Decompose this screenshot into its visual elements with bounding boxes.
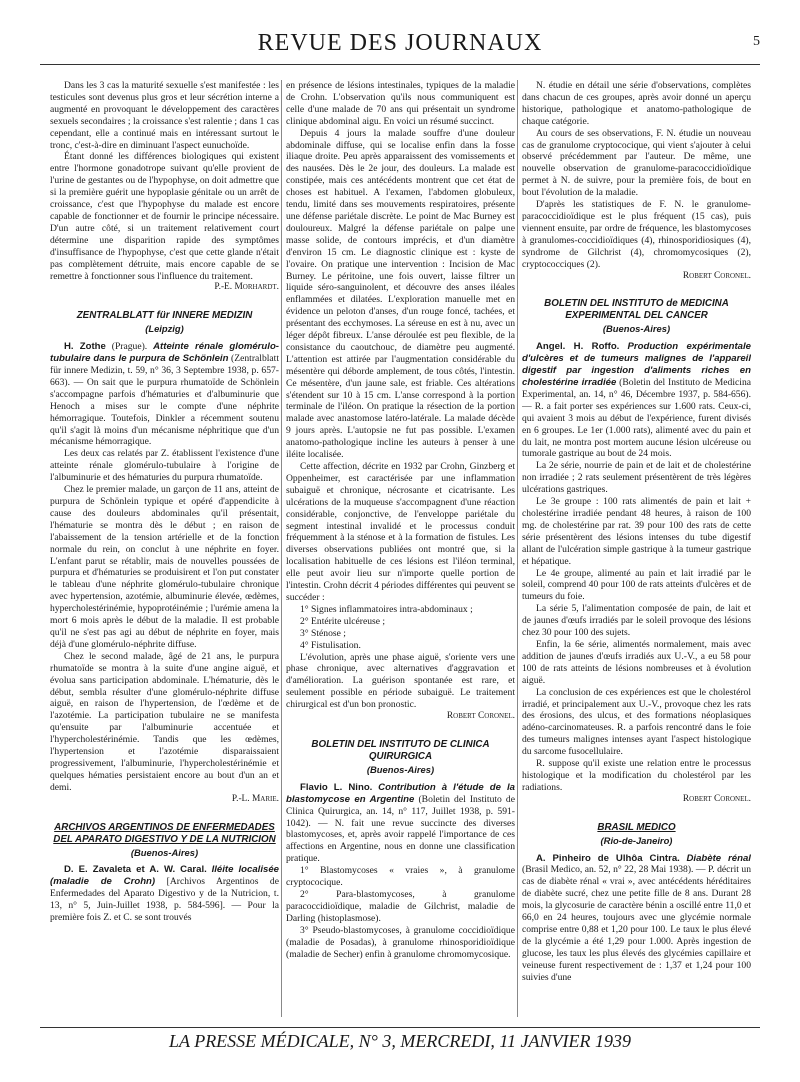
journal-city: (Buenos-Aires) bbox=[366, 763, 435, 775]
paragraph: Chez le premier malade, un garçon de 11 ans, atteint de purpura de Schönlein typique et opéré d'appendicite à cause des douleurs abdominales qu'il présentait, l'hématurie se montra dès le début ; en raison de l'abaissement de la tension artérielle et de la fonction normale du rein, on conclut à une néphrite en foyer. L'enfant parut se rétablir, mais de nouvelles poussées de purpura et d'hématuries se produisirent et l'on put constater le tableau d'une néphrite glomérulo-tubulaire chronique avec hypertension, azotémie, albuminurie élevée, œdèmes, hypercholestérinémie, hypoprotéinémie ; l'urémie amena la mort 6 mois après le début de la maladie. Il est probable qu'il ne s'est pas agi au début de néphrite en foyer, mais déjà d'une glomérulo-néphrite diffuse. bbox=[50, 484, 279, 650]
paragraph: La 2e série, nourrie de pain et de lait et de cholestérine non irradiée ; 2 rats seulement présentèrent de très légères ulcérations gastriques. bbox=[522, 460, 751, 496]
journal-heading: BOLETIN DEL INSTITUTO de MEDICINA EXPERIMENTAL DEL CANCER bbox=[544, 298, 729, 322]
paragraph: Cette affection, décrite en 1932 par Crohn, Ginzberg et Oppenheimer, est caractérisée par une inflammation subaiguë et chronique, nécrosante et cicatrisante. Les ulcérations de la muqueuse s'accompagnent d'une réaction considérable, conjonctive, de l'enveloppe pariétale du segment intestinal invalidé et le processus conduit fréquemment à la sténose et à la formation de fistules. Les diverses observations publiées ont montré que, si la localisation habituelle de ces lésions est l'iléon terminal, elle peut avoir lieu sur n'importe quelle portion de l'intestin. Crohn décrit 4 périodes différentes qui peuvent se succéder : bbox=[286, 461, 515, 603]
article-author: D. E. Zavaleta et A. W. Caral. bbox=[64, 864, 207, 876]
article-author: Flavio L. Nino. bbox=[300, 781, 373, 793]
article-entry bbox=[50, 864, 279, 924]
list-item: 2° Entérite ulcéreuse ; bbox=[300, 615, 386, 627]
header-rule bbox=[40, 64, 760, 65]
journal-heading: BRASIL MEDICO bbox=[597, 821, 676, 833]
journal-city: (Leipzig) bbox=[145, 323, 184, 335]
article-title: Atteinte rénale glomérulo-tubulaire dans le purpura de Schönlein bbox=[50, 341, 279, 365]
paragraph: L'évolution, après une phase aiguë, s'oriente vers une phase chronique, avec alternatives d'aggravation et d'amélioration. La guérison spontanée est rare, et seulement possible en période subaiguë. Le traitement chirurgical est d'un bon pronostic. bbox=[286, 651, 515, 711]
paragraph: Le 4e groupe, alimenté au pain et lait irradié par le soleil, comprend 40 pour 100 de rats atteints d'ulcères et de tumeurs du foie. bbox=[522, 567, 751, 603]
author-signature: P.-E. Morhardt. bbox=[214, 282, 279, 293]
author-signature: P.-L. Marie. bbox=[231, 793, 279, 804]
article-author: A. Pinheiro de Ulhôa Cintra. bbox=[536, 852, 680, 864]
journal-city: (Buenos-Aires) bbox=[130, 846, 199, 858]
article-entry bbox=[522, 853, 751, 984]
list-item: 4° Fistulisation. bbox=[300, 639, 361, 651]
list-item: 3° Sténose ; bbox=[300, 627, 346, 639]
author-signature: Robert Coronel. bbox=[682, 793, 751, 804]
column-divider bbox=[281, 80, 282, 1017]
paragraph: N. étudie en détail une série d'observations, complètes dans chacun de ces groupes, après avoir donné un aperçu historique, pathologique et anatomo-pathologique de chaque catégorie. bbox=[522, 80, 751, 127]
article-title: Iléite localisée (maladie de Crohn) bbox=[50, 864, 279, 888]
paragraph: D'après les statistiques de F. N. le granulome-paracoccidioïdique est le plus fréquent (15 cas), puis viennent ensuite, par ordre de fréquence, les blastomycoses à granulomes-coccidioïdiques (4), rhinosporidiosiques (4), syndrome de Gilchrist (4), chromomycosiques (2), cryptococciques (2). bbox=[522, 199, 751, 270]
paragraph: Le 3e groupe : 100 rats alimentés de pain et lait + cholestérine irradiée pendant 48 heures, à raison de 100 mg. de cholestérine par rat. 39 pour 100 des rats de cette série présentèrent des lésions intenses du tube digestif allant de l'ulcération simple gastrique à la tumeur gastrique et hépatique. bbox=[522, 496, 751, 567]
paragraph: Au cours de ses observations, F. N. étudie un nouveau cas de granulome cryptococique, qui vient s'ajouter à celui observé précédemment par l'auteur. De même, une nouvelle observation de granulome-paracoccidioïdique permet à N. de suivre, pour la première fois, de bout en bout l'évolution de la maladie. bbox=[522, 127, 751, 199]
article-reference: (Zentralblatt für innere Medizin, t. 59, n° 36, 3 Septembre 1938, p. 657-663). — On sait que le purpura rhumatoïde de Schönlein s'accompagne parfois d'hématuries et d'albuminurie que Henoch a mises sur le compte d'une néphrite hémorragique. Toutefois, Dinkler a récemment soutenu qu'il s'agit là moins d'un mécanisme néphritique que d'un mécanisme hémorragique. bbox=[50, 353, 279, 448]
footer-masthead: LA PRESSE MÉDICALE, N° 3, MERCREDI, 11 JANVIER 1939 bbox=[169, 1031, 631, 1051]
column-divider bbox=[517, 80, 518, 1017]
article-reference: [Archivos Argentinos de Enfermedades del Aparato Digestivo y de la Nutricion, t. 13, n° 5, Juin-Juillet 1938, p. 584-596]. — Pour la première fois Z. et C. se sont trouvés bbox=[50, 876, 279, 924]
paragraph: La conclusion de ces expériences est que le cholestérol irradié, et principalement aux U.-V., provoque chez les rats des érosions, des ulcus, et des formations néoplasiques adéno-carcinomateuses. R. a parfois rencontré dans le foie des tumeurs malignes intenses ayant l'aspect histologique du sarcome fusocellulaire. bbox=[522, 686, 751, 758]
author-signature: Robert Coronel. bbox=[446, 711, 515, 722]
author-signature: Robert Coronel. bbox=[682, 270, 751, 281]
list-item: 2° Para-blastomycoses, à granulome paracoccidioïdique, maladie de Gilchrist, maladie de Darling (histoplasmose). bbox=[286, 889, 515, 924]
article-entry bbox=[286, 782, 515, 865]
article-title: Production expérimentale d'ulcères et de tumeurs malignes de l'appareil digestif par ingestion d'aliments riches en cholestérine irradiée bbox=[522, 341, 751, 389]
paragraph: Les deux cas relatés par Z. établissent l'existence d'une atteinte rénale glomérulo-tubulaire à l'origine de l'albuminurie et des hématuries du purpura rhumatoïde. bbox=[50, 448, 279, 484]
column-right bbox=[522, 80, 751, 1017]
journal-heading: ZENTRALBLATT für INNERE MEDIZIN bbox=[76, 310, 253, 322]
journal-heading: BOLETIN DEL INSTITUTO DE CLINICA QUIRURGICA bbox=[311, 738, 490, 762]
list-item: 3° Pseudo-blastomycoses, à granulome coccidioïdique (maladie de Posadas), à granulome rhinosporidioïdique (maladie de Secher) enfin à granulome chromomycosique. bbox=[286, 924, 515, 960]
article-author: Angel. H. Roffo. bbox=[536, 341, 620, 353]
journal-heading: ARCHIVOS ARGENTINOS DE ENFERMEDADES DEL APARATO DIGESTIVO Y DE LA NUTRICION bbox=[53, 821, 276, 845]
paragraph: Étant donné les différences biologiques qui existent entre l'hormone gonadotrope suivant qu'elle provient de l'urine de gestantes ou de l'hypophyse, on doit admettre que si la première guérit une hypoplasie génitale ou un arrêt de croissance, c'est que l'hypophyse du malade est encore capable de fonctionner et de fournir le principe nécessaire. D'un autre côté, si un traitement relativement court détermine une disparition rapide des symptômes d'insuffisance de l'hypophyse, c'est que cette glande n'était pas complètement détruite, mais encore capable de se remettre à fonctionner sous l'influence du traitement. bbox=[50, 151, 279, 282]
column-middle bbox=[286, 80, 515, 1017]
journal-city: (Buenos-Aires) bbox=[602, 323, 671, 335]
column-left bbox=[50, 80, 279, 1017]
paragraph: en présence de lésions intestinales, typiques de la maladie de Crohn. L'observation qu'ils nous communiquent est celle d'une malade de 70 ans qui présentait un syndrome clinique abdominal aigu. En voici un résumé succinct. bbox=[286, 80, 515, 127]
paragraph: Enfin, la 6e série, alimentés normalement, mais avec addition de jaunes d'œufs irradiés aux U.-V., a eu 58 pour 100 de rats atteints de lésions nombreuses et à évolution aiguë. bbox=[522, 638, 751, 686]
page-footer bbox=[40, 1027, 760, 1052]
article-author: H. Zothe bbox=[64, 341, 106, 353]
paragraph: La série 5, l'alimentation composée de pain, de lait et de jaunes d'œufs irradiés par le soleil provoque des lésions chez 30 pour 100 des sujets. bbox=[522, 603, 751, 639]
journal-section-title: REVUE DES JOURNAUX bbox=[257, 30, 543, 56]
journal-city: (Rio-de-Janeiro) bbox=[600, 834, 673, 846]
article-entry bbox=[522, 341, 751, 460]
article-title: Diabète rénal bbox=[686, 852, 751, 864]
article-title: Contribution à l'étude de la blastomycose en Argentine bbox=[286, 781, 515, 805]
article-place: (Prague). bbox=[111, 341, 148, 353]
paragraph: Dans les 3 cas la maturité sexuelle s'est manifestée : les testicules sont devenus plus gros et leur sécrétion interne a augmenté en provoquant le développement des caractères sexuels secondaires ; la croissance s'est ralentie ; dans 1 cas cependant, elle a continué mais en intéressant surtout le tronc, c'est-à-dire en diminuant l'aspect eunuchoïde. bbox=[50, 80, 279, 151]
page-number: 5 bbox=[753, 34, 760, 49]
page-header bbox=[40, 30, 760, 70]
paragraph: R. suppose qu'il existe une relation entre le processus histologique et la modification du cholestérol par les radiations. bbox=[522, 758, 751, 793]
paragraph: Depuis 4 jours la malade souffre d'une douleur abdominale diffuse, qui se localise enfin dans la fosse iliaque droite. Peu après apparaissent des vomissements et des nausées. Dès le 2e jour, des douleurs. La malade est constipée, mais ces antécédents montrent que cet état de choses est habituel. A l'examen, l'abdomen globuleux, tendu, limité dans ses mouvements respiratoires, présente une défense pariétale discrète. Le point de Mac Burney est douloureux. Malgré la défense pariétale on palpe une masse solide, de contours imprécis, et d'un diamètre d'environ 15 cm. Le diagnostic clinique est : kyste de l'ovaire. On pratique une intervention : Incision de Mac Burney. Le péritoine, une fois ouvert, laisse filtrer un liquide séro-sanguinolent, et découvre des anses iléales enflammées et dilatées. L'exploration manuelle met en évidence un peloton d'anses, d'un rouge foncé, tachées, et présentant des ecchymoses. La séreuse en est à nu, avec un léger dépôt fibreux. L'anse déroulée est peu flexible, de la consistance du caoutchouc, de diamètre peu augmenté. L'attention est attirée par l'augmentation considérable du mésentère qui déborde amplement, de tous côtés, l'intestin. Ce mésentère, d'un jaune sale, est friable. Ces altérations s'étendent sur 10 à 15 cm. L'anse correspond à la portion terminale de l'iléon. On pratique la résection de la portion malade avec anastomose latéro-latérale. La malade décède 9 jours après. L'autopsie ne fut pas possible. L'examen anatomo-pathologique incline les auteurs à penser à une iléite localisée. bbox=[286, 127, 515, 461]
list-item: 1° Signes inflammatoires intra-abdominaux ; bbox=[300, 603, 473, 615]
list-item: 1° Blastomycoses « vraies », à granulome cryptococique. bbox=[286, 865, 515, 889]
article-reference: (Boletin del Instituto de Clinica Quirurgica, an. 14, n° 117, Juillet 1938, p. 591-1042). — N. fait une revue succincte des diverses blastomycoses, et, après avoir rappelé l'importance de ces affections en Argentine, nous en donne une classification pratique. bbox=[286, 793, 515, 865]
article-reference: (Brasil Medico, an. 52, n° 22, 28 Mai 1938). — P. décrit un cas de diabète rénal « vrai », avec antécédents héréditaires de diabète sucré, chez une petite fille de 8 ans. Durant 28 mois, la glycosurie de caractère bénin a oscillé entre 11,0 et 66,0 en 24 heures, toujours avec une glycémie normale comprise entre 0,88 et 1,20 pour 100. Le taux le plus élevé de la glycémie a été 1,29 pour 1.000. Après ingestion de glucose, les taux les plus élevés des glycémies capillaire et veineuse furent respectivement de : 1,37 et 1,24 pour 100 suivies d'une bbox=[522, 864, 751, 983]
article-entry bbox=[50, 341, 279, 448]
article-reference: (Boletin del Instituto de Medicina Experimental, an. 14, n° 46, Décembre 1937, p. 584-656). — R. a fait porter ses expériences sur 1.600 rats. Ceux-ci, qui avaient 3 mois au début de l'expérience, furent divisés en 6 groupes. Le 1er (1.000 rats), alimenté avec du pain et du lait, ne montra post mortem aucune lésion ulcéreuse ou tumorale gastrique au bout de 24 mois. bbox=[522, 377, 751, 460]
paragraph: Chez le second malade, âgé de 21 ans, le purpura rhumatoïde se montra à la suite d'une angine aiguë, et évolua sans participation abdominale. L'hématurie, dès le début, sembla résulter d'une glomérulo-néphrite diffuse aiguë, en raison de l'hypertension, de l'œdème et de l'azotémie. La participation tubulaire ne se manifesta qu'ensuite par l'albuminurie accentuée et l'hypercholestérinémie. Tandis que les œdèmes, l'hypertension et l'azotémie disparaissaient progressivement, l'albuminurie, l'hypercholestérinémie et quelques hématies persistaient encore au bout d'un an et demi. bbox=[50, 650, 279, 793]
